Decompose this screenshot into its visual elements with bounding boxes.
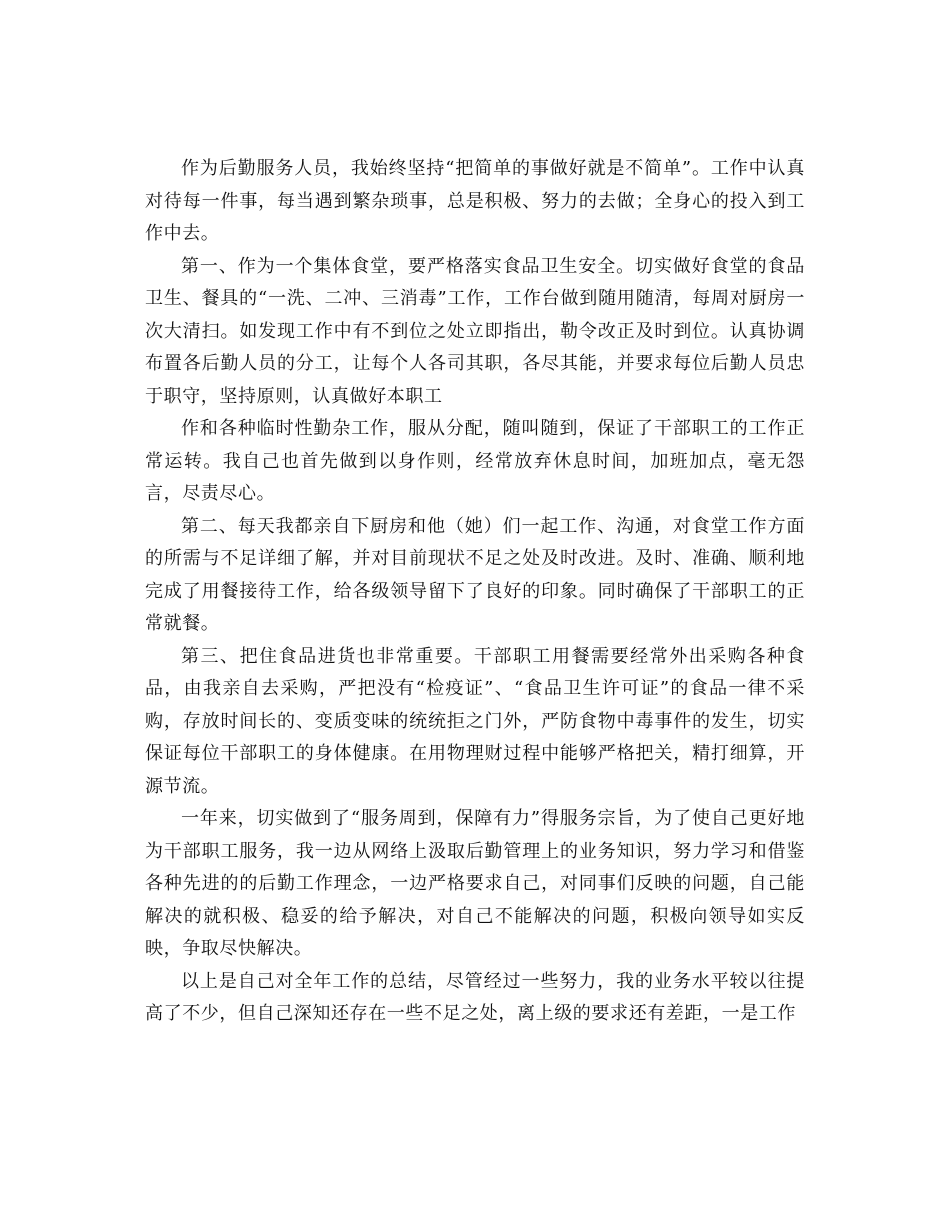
paragraph-second-point: 第二、每天我都亲自下厨房和他（她）们一起工作、沟通，对食堂工作方面的所需与不足详细了解，并对目前现状不足之处及时改进。及时、准确、顺利地完成了用餐接待工作，给各级领导留下了良好的印象。同时确保了干部职工的正常就餐。 xyxy=(145,515,805,634)
paragraph-intro: 作为后勤服务人员，我始终坚持“把简单的事做好就是不简单”。工作中认真对待每一件事，每当遇到繁杂琐事，总是积极、努力的去做；全身心的投入到工作中去。 xyxy=(145,158,805,244)
paragraph-third-point: 第三、把住食品进货也非常重要。干部职工用餐需要经常外出采购各种食品，由我亲自去采购，严把没有“检疫证”、“食品卫生许可证”的食品一律不采购，存放时间长的、变质变味的统统拒之门外，严防食物中毒事件的发生，切实保证每位干部职工的身体健康。在用物理财过程中能够严格把关，精打细算，开源节流。 xyxy=(145,645,805,797)
paragraph-first-point-continued: 作和各种临时性勤杂工作，服从分配，随叫随到，保证了干部职工的工作正常运转。我自己也首先做到以身作则，经常放弃休息时间，加班加点，毫无怨言，尽责尽心。 xyxy=(145,418,805,504)
document-body xyxy=(145,153,805,1031)
paragraph-first-point: 第一、作为一个集体食堂，要严格落实食品卫生安全。切实做好食堂的食品卫生、餐具的“一洗、二冲、三消毒”工作，工作台做到随用随清，每周对厨房一次大清扫。如发现工作中有不到位之处立即指出，勒令改正及时到位。认真协调布置各后勤人员的分工，让每个人各司其职，各尽其能，并要求每位后勤人员忠于职守，坚持原则，认真做好本职工 xyxy=(145,255,805,407)
paragraph-conclusion: 以上是自己对全年工作的总结，尽管经过一些努力，我的业务水平较以往提高了不少，但自己深知还存在一些不足之处，离上级的要求还有差距，一是工作 xyxy=(145,970,805,1024)
paragraph-year-summary: 一年来，切实做到了“服务周到，保障有力”得服务宗旨，为了使自己更好地为干部职工服务，我一边从网络上汲取后勤管理上的业务知识，努力学习和借鉴各种先进的的后勤工作理念，一边严格要求自己，对同事们反映的问题，自己能解决的就积极、稳妥的给予解决，对自己不能解决的问题，积极向领导如实反映，争取尽快解决。 xyxy=(145,808,805,959)
